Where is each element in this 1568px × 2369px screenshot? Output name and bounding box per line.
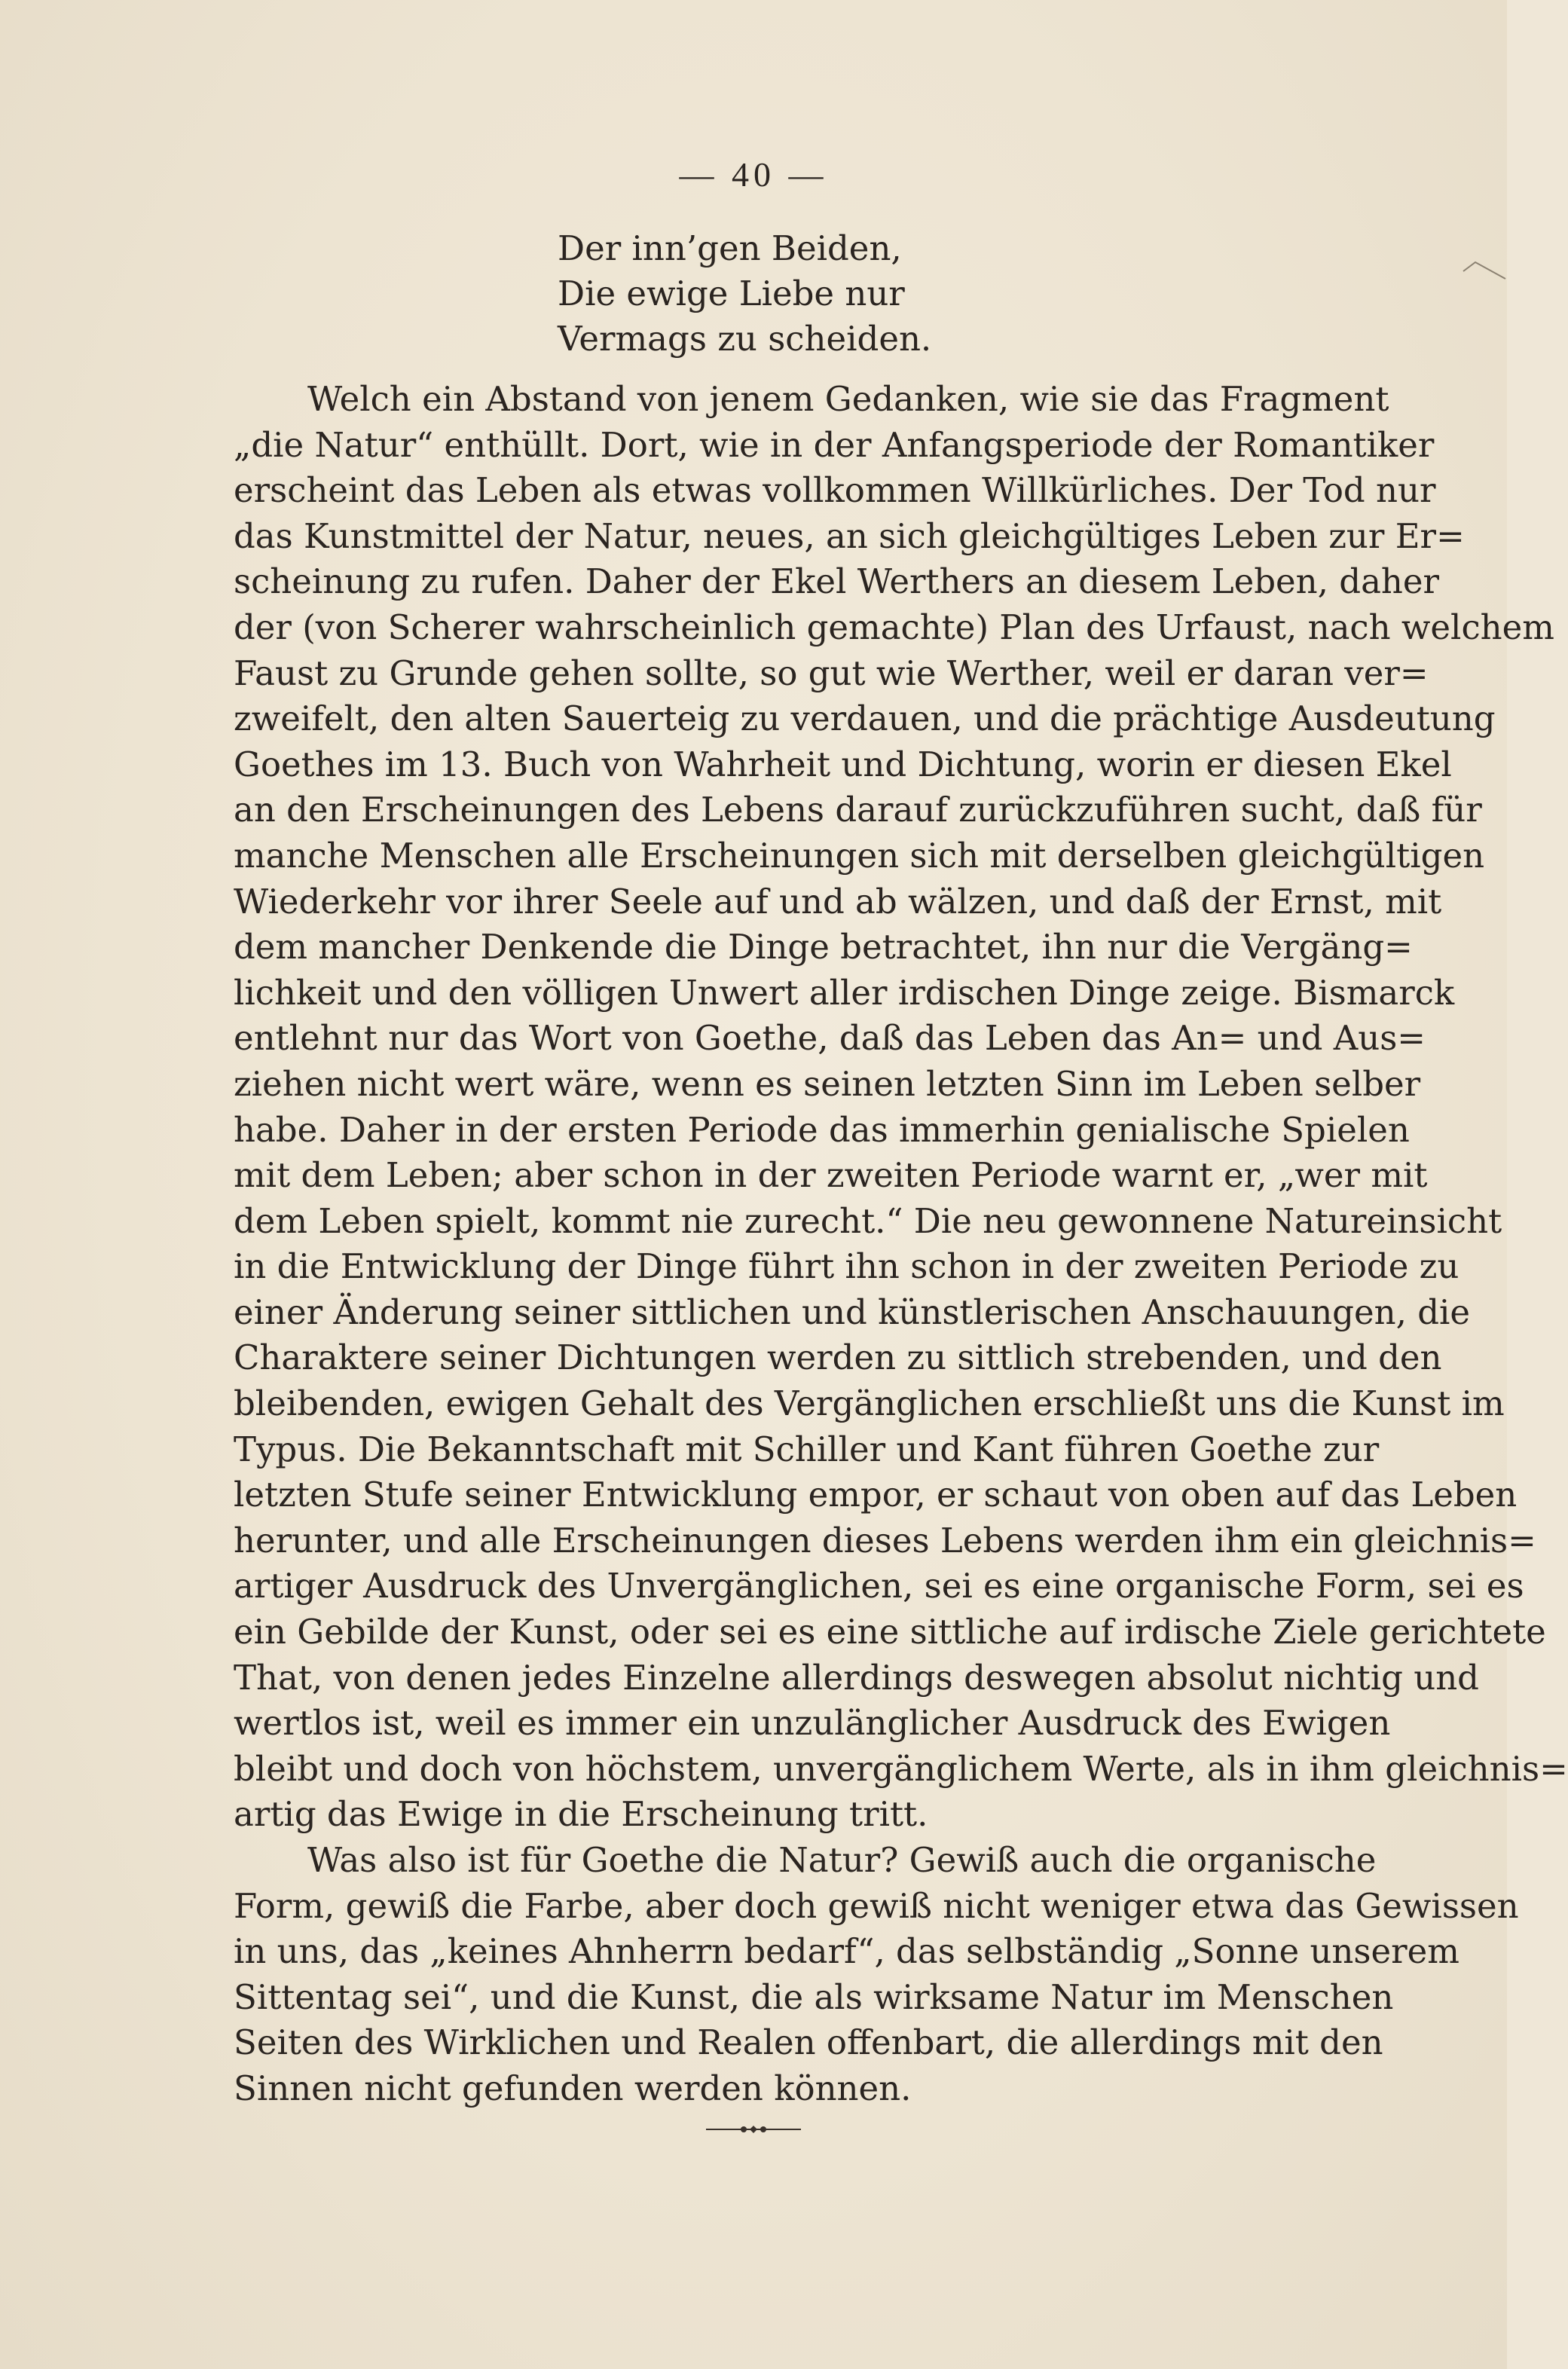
text-line: Welch ein Abstand von jenem Gedanken, wie sie das Fragment bbox=[307, 379, 1389, 419]
margin-mark bbox=[1462, 256, 1507, 286]
text-line: „die Natur“ enthüllt. Dort, wie in der Anfangsperiode der Romantiker bbox=[234, 424, 1435, 465]
text-line: ziehen nicht wert wäre, wenn es seinen letzten Sinn im Leben selber bbox=[234, 1063, 1421, 1104]
text-line: scheinung zu rufen. Daher der Ekel Werthers an diesem Leben, daher bbox=[234, 561, 1440, 602]
text-line: artiger Ausdruck des Unvergänglichen, sei es eine organische Form, sei es bbox=[234, 1566, 1524, 1606]
end-ornament bbox=[705, 2122, 802, 2137]
paragraph-2 bbox=[234, 1838, 1519, 2112]
paragraph-1 bbox=[234, 377, 1568, 1838]
text-line: Was also ist für Goethe die Natur? Gewiß auch die organische bbox=[307, 1840, 1377, 1880]
text-line: Goethes im 13. Buch von Wahrheit und Dichtung, worin er diesen Ekel bbox=[234, 744, 1452, 784]
poem-line: Vermags zu scheiden. bbox=[558, 319, 932, 359]
text-line: der (von Scherer wahrscheinlich gemachte) Plan des Urfaust, nach welchem bbox=[234, 607, 1554, 647]
text-line: Sittentag sei“, und die Kunst, die als wirksame Natur im Menschen bbox=[234, 1976, 1394, 2017]
text-line: entlehnt nur das Wort von Goethe, daß das Leben das An= und Aus= bbox=[234, 1018, 1426, 1059]
text-line: an den Erscheinungen des Lebens darauf zurückzuführen sucht, daß für bbox=[234, 790, 1482, 830]
body-text bbox=[234, 377, 1568, 2112]
text-line: erscheint das Leben als etwas vollkommen Willkürliches. Der Tod nur bbox=[234, 470, 1436, 511]
text-line: Typus. Die Bekanntschaft mit Schiller und Kant führen Goethe zur bbox=[234, 1429, 1380, 1469]
text-line: dem Leben spielt, kommt nie zurecht.“ Die neu gewonnene Natureinsicht bbox=[234, 1200, 1502, 1241]
text-line: lichkeit und den völligen Unwert aller irdischen Dinge zeige. Bismarck bbox=[234, 972, 1455, 1013]
text-line: wertlos ist, weil es immer ein unzulänglicher Ausdruck des Ewigen bbox=[234, 1703, 1391, 1744]
text-line: mit dem Leben; aber schon in der zweiten Periode warnt er, „wer mit bbox=[234, 1155, 1428, 1196]
text-line: manche Menschen alle Erscheinungen sich mit derselben gleichgültigen bbox=[234, 835, 1485, 876]
text-line: Charaktere seiner Dichtungen werden zu sittlich strebenden, und den bbox=[234, 1337, 1442, 1378]
text-line: Faust zu Grunde gehen sollte, so gut wie Werther, weil er daran ver= bbox=[234, 653, 1429, 693]
text-line: zweifelt, den alten Sauerteig zu verdauen, und die prächtige Ausdeutung bbox=[234, 698, 1496, 739]
text-line: in uns, das „keines Ahnherrn bedarf“, das selbständig „Sonne unserem bbox=[234, 1931, 1459, 1972]
text-line: bleibenden, ewigen Gehalt des Vergänglichen erschließt uns die Kunst im bbox=[234, 1383, 1505, 1424]
poem-stanza bbox=[558, 226, 1160, 362]
text-line: einer Änderung seiner sittlichen und künstlerischen Anschauungen, die bbox=[234, 1291, 1471, 1332]
text-line: habe. Daher in der ersten Periode das immerhin genialische Spielen bbox=[234, 1109, 1410, 1150]
text-line: ein Gebilde der Kunst, oder sei es eine sittliche auf irdische Ziele gerichtete bbox=[234, 1612, 1546, 1652]
text-line: Sinnen nicht gefunden werden können. bbox=[234, 2068, 912, 2108]
text-line: letzten Stufe seiner Entwicklung empor, er schaut von oben auf das Leben bbox=[234, 1475, 1518, 1515]
text-line: That, von denen jedes Einzelne allerdings deswegen absolut nichtig und bbox=[234, 1657, 1479, 1698]
text-line: bleibt und doch von höchstem, unvergänglichem Werte, als in ihm gleichnis= bbox=[234, 1748, 1568, 1789]
text-line: das Kunstmittel der Natur, neues, an sich gleichgültiges Leben zur Er= bbox=[234, 515, 1465, 556]
text-line: Form, gewiß die Farbe, aber doch gewiß nicht weniger etwa das Gewissen bbox=[234, 1885, 1519, 1926]
text-line: herunter, und alle Erscheinungen dieses Lebens werden ihm ein gleichnis= bbox=[234, 1520, 1536, 1560]
poem-line: Die ewige Liebe nur bbox=[558, 274, 905, 313]
poem-line: Der inn’gen Beiden, bbox=[558, 228, 902, 268]
page-number: — 40 — bbox=[679, 155, 828, 194]
text-line: Seiten des Wirklichen und Realen offenbart, die allerdings mit den bbox=[234, 2022, 1383, 2063]
text-line: Wiederkehr vor ihrer Seele auf und ab wälzen, und daß der Ernst, mit bbox=[234, 881, 1442, 922]
text-line: artig das Ewige in die Erscheinung tritt. bbox=[234, 1794, 928, 1835]
text-line: dem mancher Denkende die Dinge betrachtet, ihn nur die Vergäng= bbox=[234, 927, 1413, 967]
text-line: in die Entwicklung der Dinge führt ihn schon in der zweiten Periode zu bbox=[234, 1246, 1459, 1287]
